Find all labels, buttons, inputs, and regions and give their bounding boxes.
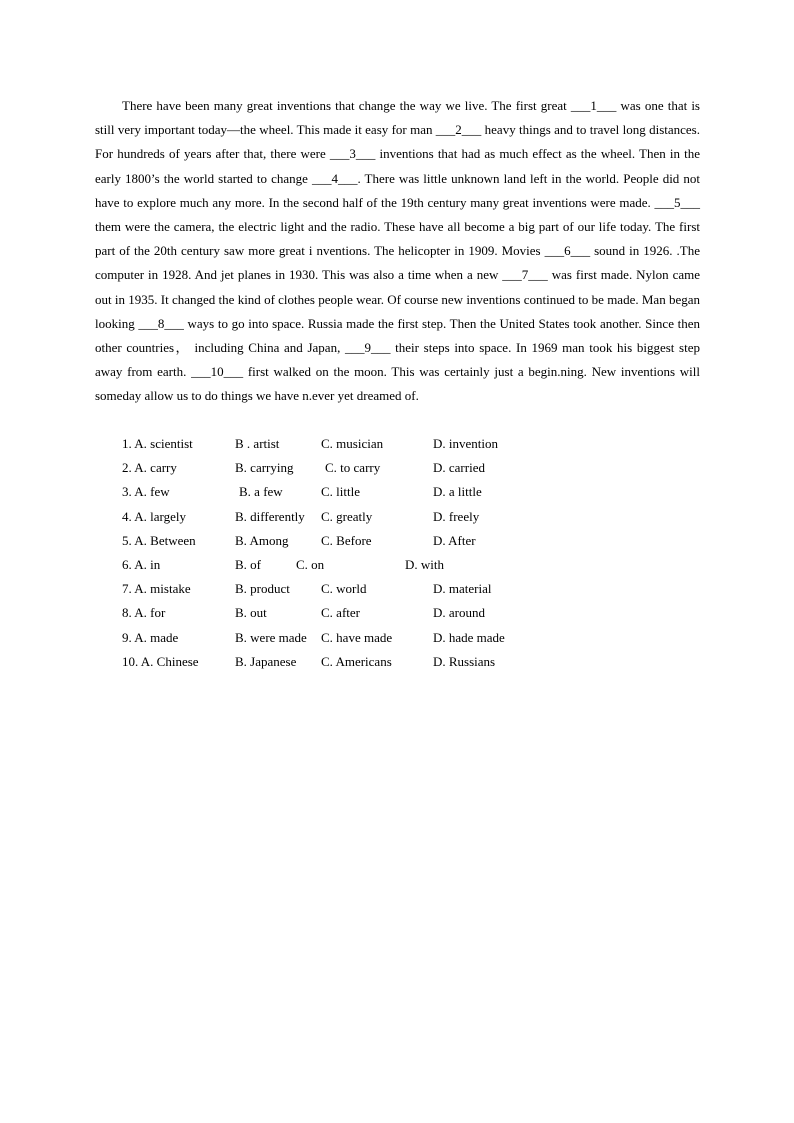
option-d: D. After: [433, 532, 476, 548]
option-b: B. differently: [235, 508, 305, 524]
option-b: B. were made: [235, 629, 307, 645]
option-c: C. world: [321, 581, 367, 597]
option-c: C. after: [321, 605, 360, 621]
option-a: 8. A. for: [122, 605, 166, 621]
option-c: C. have made: [321, 629, 393, 645]
option-a: 10. A. Chinese: [122, 653, 199, 669]
option-c: C. to carry: [325, 460, 381, 476]
option-b: B . artist: [235, 436, 280, 451]
option-d: D. with: [405, 556, 444, 572]
option-b: B. carrying: [235, 460, 294, 476]
option-c: C. on: [296, 556, 325, 572]
option-a: 1. A. scientist: [122, 436, 193, 451]
option-d: D. a little: [433, 484, 482, 500]
option-b: B. of: [235, 556, 261, 572]
option-d: D. hade made: [433, 629, 505, 645]
option-d: D. material: [433, 581, 492, 597]
option-a: 5. A. Between: [122, 532, 196, 548]
answer-options: [122, 432, 542, 674]
option-a: 4. A. largely: [122, 508, 187, 524]
option-b: B. out: [235, 605, 267, 621]
option-d: D. Russians: [433, 653, 496, 669]
question-1-options: [122, 432, 542, 456]
option-c: C. musician: [321, 436, 384, 451]
question-2-options: [122, 456, 542, 480]
option-d: D. invention: [433, 436, 498, 451]
option-b: B. product: [235, 581, 290, 597]
question-6-options: [122, 553, 542, 577]
question-3-options: [122, 480, 542, 504]
option-a: 7. A. mistake: [122, 581, 191, 597]
option-b: B. Among: [235, 532, 289, 548]
option-d: D. around: [433, 605, 485, 621]
option-b: B. Japanese: [235, 653, 297, 669]
question-7-options: [122, 577, 542, 601]
option-d: D. freely: [433, 508, 480, 524]
cloze-passage: There have been many great inventions that change the way we live. The first great ___1___ was one that is still very important today—the wheel. This made it easy for man ___2___ heavy things and to travel long distances. For hundreds of years after that, there were ___3___ inventions that had as much effect as the wheel. Then in the early 1800’s the world started to change ___4___. There was little unknown land left in the world. People did not have to explore much any more. In the second half of the 19th century many great inventions were made. ___5___ them were the camera, the electric light and the radio. These have all become a big part of our life today. The first part of the 20th century saw more great i nventions. The helicopter in 1909. Movies ___6___ sound in 1926. .The computer in 1928. And jet planes in 1930. This was also a time when a new ___7___ was first made. Nylon came out in 1935. It changed the kind of clothes people wear. Of course new inventions continued to be made. Man began looking ___8___ ways to go into space. Russia made the first step. Then the United States took another. Since then other countries， including China and Japan, ___9___ their steps into space. In 1969 man took his biggest step away from earth. ___10___ first walked on the moon. This was certainly just a begin.ning. New inventions will someday allow us to do things we have n.ever yet dreamed of.: [95, 98, 700, 404]
option-a: 9. A. made: [122, 629, 179, 645]
option-b: B. a few: [239, 484, 283, 500]
question-5-options: [122, 529, 542, 553]
option-a: 3. A. few: [122, 484, 170, 500]
option-c: C. Before: [321, 532, 372, 548]
option-c: C. greatly: [321, 508, 373, 524]
question-9-options: [122, 626, 542, 650]
question-10-options: [122, 650, 542, 674]
option-a: 2. A. carry: [122, 460, 177, 476]
question-4-options: [122, 505, 542, 529]
question-8-options: [122, 601, 542, 625]
option-c: C. Americans: [321, 653, 392, 669]
option-a: 6. A. in: [122, 556, 161, 572]
option-c: C. little: [321, 484, 360, 500]
option-d: D. carried: [433, 460, 485, 476]
